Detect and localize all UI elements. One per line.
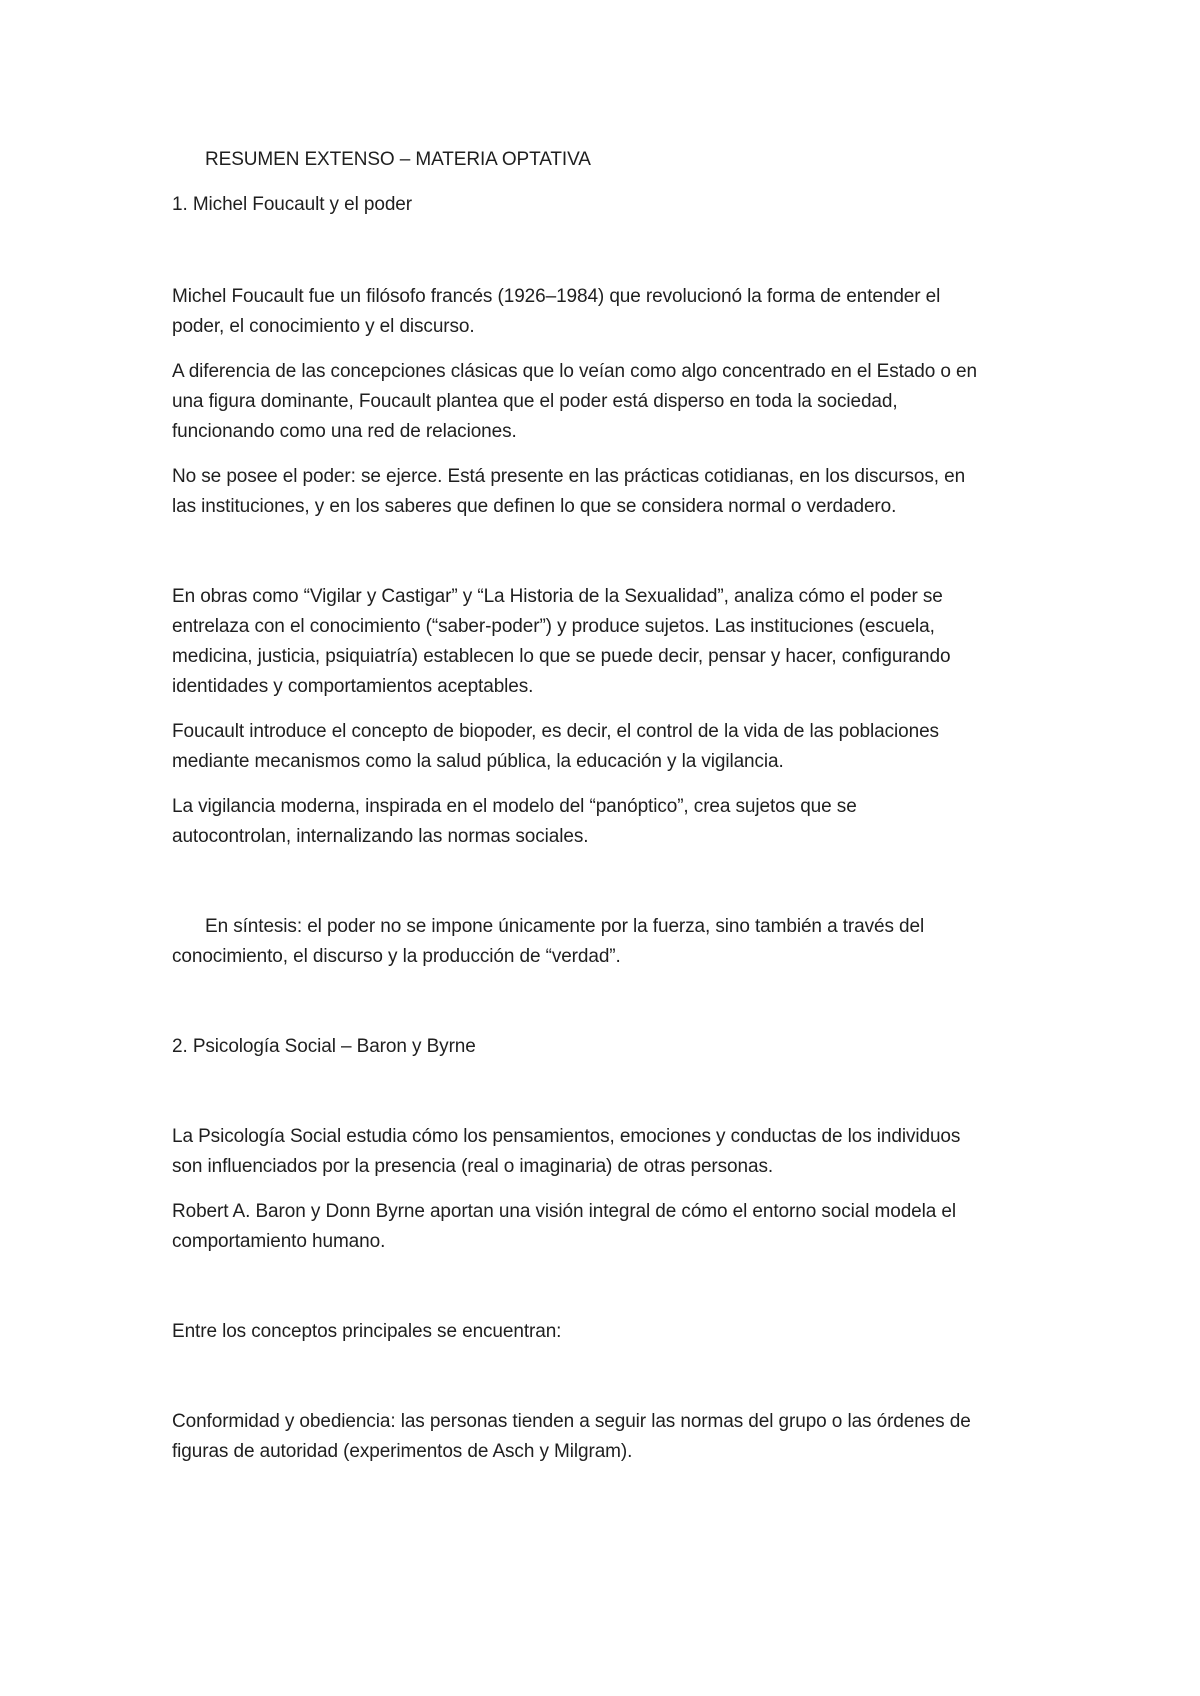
paragraph-line: En síntesis: el poder no se impone únicamente por la fuerza, sino también a través del xyxy=(205,916,925,937)
paragraph-line: No se posee el poder: se ejerce. Está presente en las prácticas cotidianas, en los discursos, en xyxy=(172,466,966,487)
paragraph-line: mediante mecanismos como la salud pública, la educación y la vigilancia. xyxy=(172,751,784,772)
paragraph-line: A diferencia de las concepciones clásicas que lo veían como algo concentrado en el Estado o en xyxy=(172,361,977,382)
section-heading-psicologia: 2. Psicología Social – Baron y Byrne xyxy=(172,1036,476,1057)
paragraph-line: La vigilancia moderna, inspirada en el modelo del “panóptico”, crea sujetos que se xyxy=(172,796,857,817)
paragraph-line: conocimiento, el discurso y la producción de “verdad”. xyxy=(172,946,621,967)
paragraph-line: medicina, justicia, psiquiatría) establecen lo que se puede decir, pensar y hacer, configurando xyxy=(172,646,951,667)
paragraph-line: En obras como “Vigilar y Castigar” y “La Historia de la Sexualidad”, analiza cómo el poder se xyxy=(172,586,943,607)
section-heading-foucault: 1. Michel Foucault y el poder xyxy=(172,194,412,215)
paragraph-line: Michel Foucault fue un filósofo francés (1926–1984) que revolucionó la forma de entender el xyxy=(172,286,941,307)
paragraph-line: La Psicología Social estudia cómo los pensamientos, emociones y conductas de los individuos xyxy=(172,1126,961,1147)
paragraph-line: son influenciados por la presencia (real o imaginaria) de otras personas. xyxy=(172,1156,774,1177)
paragraph-line: comportamiento humano. xyxy=(172,1231,386,1252)
paragraph-line: autocontrolan, internalizando las normas sociales. xyxy=(172,826,589,847)
paragraph-line: identidades y comportamientos aceptables. xyxy=(172,676,534,697)
paragraph-line: Entre los conceptos principales se encuentran: xyxy=(172,1321,562,1342)
paragraph-line: poder, el conocimiento y el discurso. xyxy=(172,316,475,337)
paragraph-line: una figura dominante, Foucault plantea que el poder está disperso en toda la sociedad, xyxy=(172,391,898,412)
paragraph-line: entrelaza con el conocimiento (“saber-poder”) y produce sujetos. Las instituciones (escuela, xyxy=(172,616,935,637)
paragraph-line: Robert A. Baron y Donn Byrne aportan una visión integral de cómo el entorno social modela el xyxy=(172,1201,956,1222)
paragraph-line: Conformidad y obediencia: las personas tienden a seguir las normas del grupo o las órdenes de xyxy=(172,1411,971,1432)
paragraph-line: funcionando como una red de relaciones. xyxy=(172,421,517,442)
document-title: RESUMEN EXTENSO – MATERIA OPTATIVA xyxy=(205,149,591,170)
paragraph-line: las instituciones, y en los saberes que definen lo que se considera normal o verdadero. xyxy=(172,496,897,517)
paragraph-line: Foucault introduce el concepto de biopoder, es decir, el control de la vida de las poblaciones xyxy=(172,721,939,742)
paragraph-line: figuras de autoridad (experimentos de Asch y Milgram). xyxy=(172,1441,633,1462)
